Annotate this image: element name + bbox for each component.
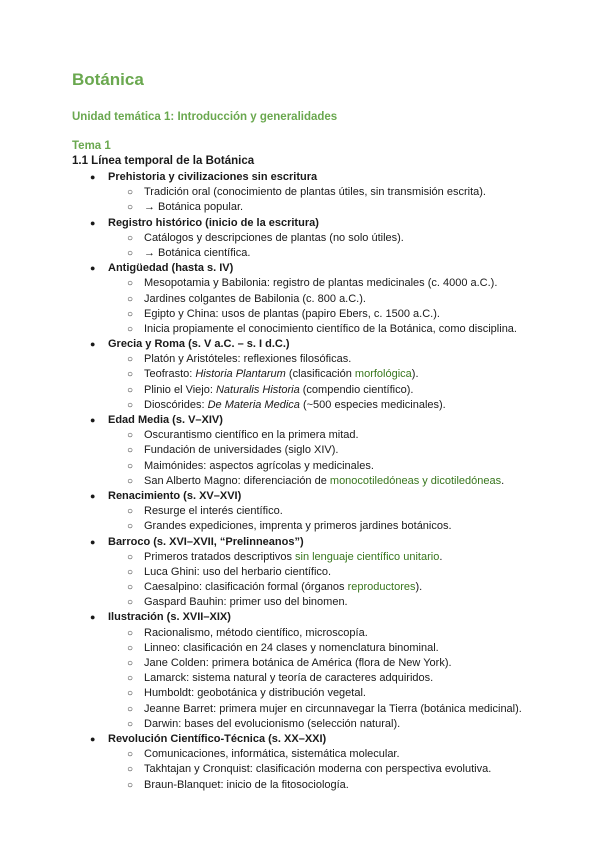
sub-bullet-marker: ○	[127, 323, 134, 335]
bullet-marker: ●	[90, 733, 96, 744]
highlighted-term: sin lenguaje científico unitario	[295, 550, 440, 563]
era-heading	[0, 489, 600, 504]
list-item-text: Caesalpino: clasificación formal (órganos	[144, 581, 348, 594]
highlighted-term: morfológica	[354, 368, 412, 381]
list-item-text: ).	[415, 581, 423, 594]
list-item	[0, 550, 600, 565]
list-item	[0, 292, 600, 307]
list-item	[0, 747, 600, 762]
topic-heading: Tema 1	[72, 140, 111, 152]
list-item-text: Plinio el Viejo:	[144, 383, 216, 396]
era-heading	[0, 170, 600, 185]
list-item	[0, 626, 600, 641]
list-item-text: Racionalismo, método científico, microscopía.	[144, 626, 368, 639]
list-item-text: Jeanne Barret: primera mujer en circunnavegar la Tierra (botánica medicinal).	[144, 702, 522, 715]
bullet-marker: ●	[90, 172, 96, 182]
list-item	[0, 185, 600, 200]
era-heading	[0, 216, 600, 231]
sub-bullet-marker: ○	[127, 460, 134, 472]
sub-bullet-marker: ○	[127, 202, 134, 214]
era-heading-text: Renacimiento (s. XV–XVI)	[108, 489, 242, 502]
sub-bullet-marker: ○	[127, 445, 134, 457]
sub-bullet-marker: ○	[127, 718, 134, 730]
era-heading	[0, 337, 600, 352]
list-item-text: → Botánica científica.	[144, 246, 251, 259]
list-item-text: (compendio científico).	[299, 383, 414, 396]
sub-bullet-marker: ○	[127, 582, 134, 594]
bullet-marker: ●	[90, 612, 96, 623]
sub-bullet-marker: ○	[127, 384, 134, 396]
list-item-text: Jane Colden: primera botánica de América (flora de New York).	[144, 657, 452, 669]
document-title: Botánica	[72, 70, 144, 89]
list-item-text: Maimónides: aspectos agrícolas y medicinales.	[144, 459, 374, 472]
timeline-outline	[0, 170, 600, 793]
era-heading-text: Prehistoria y civilizaciones sin escritura	[108, 171, 318, 183]
list-item-text: ).	[411, 368, 419, 381]
list-item-text: .	[501, 474, 505, 487]
sub-bullet-marker: ○	[127, 673, 134, 685]
list-item	[0, 352, 600, 367]
list-item	[0, 762, 600, 777]
list-item-text: (clasificación	[285, 368, 355, 381]
sub-bullet-marker: ○	[127, 551, 134, 563]
list-item	[0, 474, 600, 489]
highlighted-term: monocotiledóneas y dicotiledóneas	[329, 474, 502, 487]
list-item-text: Takhtajan y Cronquist: clasificación moderna con perspectiva evolutiva.	[144, 763, 492, 776]
list-item	[0, 519, 600, 534]
era-heading-text: Grecia y Roma (s. V a.C. – s. I d.C.)	[108, 338, 290, 351]
list-item-text: Braun-Blanquet: inicio de la fitosociología.	[144, 778, 349, 791]
era-heading-text: Registro histórico (inicio de la escritura)	[108, 216, 319, 229]
list-item-text: Platón y Aristóteles: reflexiones filosóficas.	[144, 353, 352, 366]
list-item-text: San Alberto Magno: diferenciación de	[144, 474, 330, 487]
sub-bullet-marker: ○	[127, 354, 134, 366]
list-item-text: Inicia propiamente el conocimiento científico de la Botánica, como disciplina.	[144, 322, 517, 335]
sub-bullet-marker: ○	[127, 187, 134, 199]
list-item-text: Gaspard Bauhin: primer uso del binomen.	[144, 596, 348, 609]
sub-bullet-marker: ○	[127, 430, 134, 442]
list-item	[0, 717, 600, 732]
list-item	[0, 686, 600, 701]
list-item-text: Humboldt: geobotánica y distribución vegetal.	[144, 687, 366, 700]
sub-bullet-marker: ○	[127, 506, 134, 518]
sub-bullet-marker: ○	[127, 764, 134, 776]
era-heading	[0, 261, 600, 276]
list-item-text: Dioscórides:	[144, 398, 208, 411]
sub-bullet-marker: ○	[127, 779, 134, 791]
list-item-text: Egipto y China: usos de plantas (papiro Ebers, c. 1500 a.C.).	[144, 307, 440, 320]
era-heading	[0, 610, 600, 625]
list-item	[0, 383, 600, 398]
era-heading	[0, 732, 600, 747]
sub-bullet-marker: ○	[127, 232, 134, 244]
sub-bullet-marker: ○	[127, 293, 134, 305]
list-item-text: Lamarck: sistema natural y teoría de caracteres adquiridos.	[144, 672, 434, 685]
list-item-text: Primeros tratados descriptivos	[144, 550, 295, 563]
list-item	[0, 428, 600, 443]
bullet-marker: ●	[90, 339, 96, 350]
list-item	[0, 246, 600, 261]
list-item-text: Mesopotamia y Babilonia: registro de plantas medicinales (c. 4000 a.C.).	[144, 277, 498, 290]
list-item-text: Linneo: clasificación en 24 clases y nomenclatura binominal.	[144, 641, 439, 654]
era-heading-text: Barroco (s. XVI–XVII, “Prelinneanos”)	[108, 535, 304, 548]
list-item-text: .	[439, 550, 443, 563]
list-item-text: Fundación de universidades (siglo XIV).	[144, 444, 339, 457]
list-item-text: Darwin: bases del evolucionismo (selección natural).	[144, 717, 401, 730]
sub-bullet-marker: ○	[127, 475, 134, 487]
list-item	[0, 398, 600, 413]
list-item	[0, 641, 600, 656]
bullet-marker: ●	[90, 263, 96, 274]
era-heading-text: Antigüedad (hasta s. IV)	[108, 262, 234, 275]
sub-bullet-marker: ○	[127, 369, 134, 381]
sub-bullet-marker: ○	[127, 399, 134, 411]
list-item	[0, 200, 600, 215]
sub-bullet-marker: ○	[127, 688, 134, 700]
sub-bullet-marker: ○	[127, 642, 134, 654]
bullet-marker: ●	[90, 415, 96, 425]
list-item-text: (~500 especies medicinales).	[299, 398, 446, 411]
list-item	[0, 565, 600, 580]
list-item	[0, 322, 600, 337]
list-item	[0, 504, 600, 519]
bullet-marker: ●	[90, 536, 96, 547]
sub-bullet-marker: ○	[127, 658, 134, 669]
list-item-text: Oscurantismo científico en la primera mitad.	[144, 429, 359, 442]
sub-bullet-marker: ○	[127, 521, 134, 533]
list-item	[0, 443, 600, 458]
sub-bullet-marker: ○	[127, 308, 134, 320]
list-item-text: → Botánica popular.	[144, 201, 244, 214]
bullet-marker: ●	[90, 217, 96, 228]
list-item-text: Tradición oral (conocimiento de plantas útiles, sin transmisión escrita).	[144, 186, 486, 199]
sub-bullet-marker: ○	[127, 278, 134, 290]
list-item	[0, 778, 600, 793]
sub-bullet-marker: ○	[127, 749, 134, 761]
era-heading	[0, 535, 600, 550]
list-item	[0, 276, 600, 291]
sub-bullet-marker: ○	[127, 597, 134, 609]
sub-bullet-marker: ○	[127, 627, 134, 639]
sub-bullet-marker: ○	[127, 566, 134, 578]
highlighted-term: reproductores	[347, 581, 416, 594]
list-item	[0, 702, 600, 717]
era-heading	[0, 413, 600, 428]
list-item-text: Catálogos y descripciones de plantas (no solo útiles).	[144, 231, 404, 244]
list-item-text: Grandes expediciones, imprenta y primeros jardines botánicos.	[144, 520, 452, 533]
list-item	[0, 367, 600, 382]
sub-bullet-marker: ○	[127, 247, 134, 259]
list-item	[0, 671, 600, 686]
sub-bullet-marker: ○	[127, 703, 134, 715]
section-heading: 1.1 Línea temporal de la Botánica	[72, 155, 255, 167]
unit-heading: Unidad temática 1: Introducción y generalidades	[72, 111, 338, 123]
era-heading-text: Edad Media (s. V–XIV)	[108, 414, 223, 426]
list-item-text: Comunicaciones, informática, sistemática molecular.	[144, 748, 400, 761]
list-item	[0, 307, 600, 322]
bullet-marker: ●	[90, 490, 96, 501]
list-item	[0, 580, 600, 595]
work-title: De Materia Medica	[207, 398, 300, 411]
list-item-text: Resurge el interés científico.	[144, 505, 283, 518]
list-item	[0, 656, 600, 671]
list-item	[0, 459, 600, 474]
list-item-text: Teofrasto:	[144, 368, 196, 381]
work-title: Naturalis Historia	[215, 383, 300, 396]
list-item-text: Luca Ghini: uso del herbario científico.	[144, 565, 332, 578]
era-heading-text: Ilustración (s. XVII–XIX)	[108, 611, 231, 624]
work-title: Historia Plantarum	[195, 368, 286, 381]
era-heading-text: Revolución Científico-Técnica (s. XX–XXI)	[108, 732, 327, 745]
list-item	[0, 231, 600, 246]
list-item	[0, 595, 600, 610]
list-item-text: Jardines colgantes de Babilonia (c. 800 a.C.).	[144, 292, 366, 305]
